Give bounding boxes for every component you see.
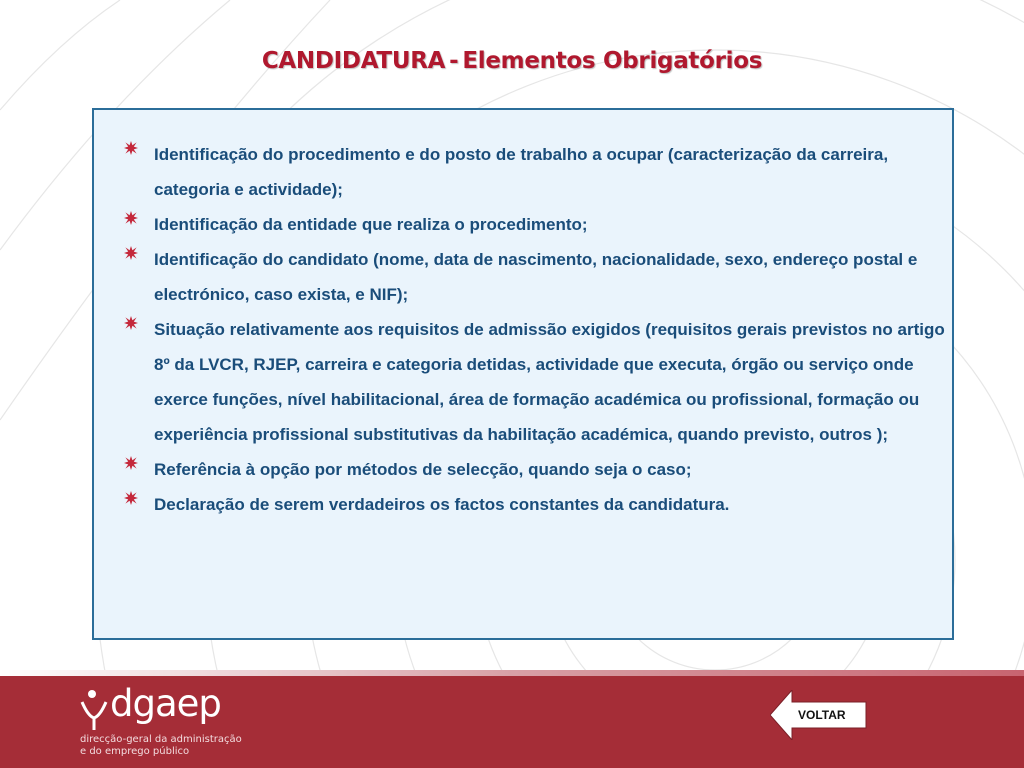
title-subtitle: Elementos Obrigatórios xyxy=(462,48,763,74)
starburst-bullet-icon xyxy=(124,316,138,330)
list-item xyxy=(124,487,946,522)
list-item-text: Identificação da entidade que realiza o procedimento; xyxy=(154,215,588,234)
list-item-text: Referência à opção por métodos de selecção, quando seja o caso; xyxy=(154,460,692,479)
dgaep-logo xyxy=(80,682,340,764)
starburst-bullet-icon xyxy=(124,141,138,155)
starburst-bullet-icon xyxy=(124,456,138,470)
logo-tagline-line2: e do emprego público xyxy=(80,746,190,757)
list-item xyxy=(124,207,946,242)
list-item-text: Declaração de serem verdadeiros os factos constantes da candidatura. xyxy=(154,495,730,514)
list-item xyxy=(124,312,946,452)
title-main: CANDIDATURA xyxy=(261,48,446,74)
person-logo-icon xyxy=(80,688,110,732)
starburst-bullet-icon xyxy=(124,491,138,505)
back-button-label: VOLTAR xyxy=(798,708,846,722)
list-item-text: Situação relativamente aos requisitos de admissão exigidos (requisitos gerais previstos no artigo 8º da LVCR, RJEP, carreira e categoria detidas, actividade que executa, órgão ou serviço onde exerce funções, nível habilitacional, área de formação académica ou profissional, formação ou experiência profissional substitutivas da habilitação académica, quando previsto, outros ); xyxy=(154,320,945,444)
list-item xyxy=(124,137,946,207)
page-title xyxy=(0,48,1024,74)
logo-wordmark: dgaep xyxy=(110,682,221,725)
list-item xyxy=(124,242,946,312)
logo-tagline-line1: direcção-geral da administração xyxy=(80,734,242,745)
back-button[interactable] xyxy=(770,690,868,740)
starburst-bullet-icon xyxy=(124,246,138,260)
requirements-list xyxy=(124,146,946,531)
starburst-bullet-icon xyxy=(124,211,138,225)
list-item xyxy=(124,452,946,487)
title-separator: - xyxy=(449,48,459,74)
list-item-text: Identificação do procedimento e do posto de trabalho a ocupar (caracterização da carreira, categoria e actividade); xyxy=(154,145,889,199)
logo-tagline xyxy=(80,734,242,758)
list-item-text: Identificação do candidato (nome, data de nascimento, nacionalidade, sexo, endereço postal e electrónico, caso exista, e NIF); xyxy=(154,250,918,304)
requirements-box xyxy=(92,108,954,640)
